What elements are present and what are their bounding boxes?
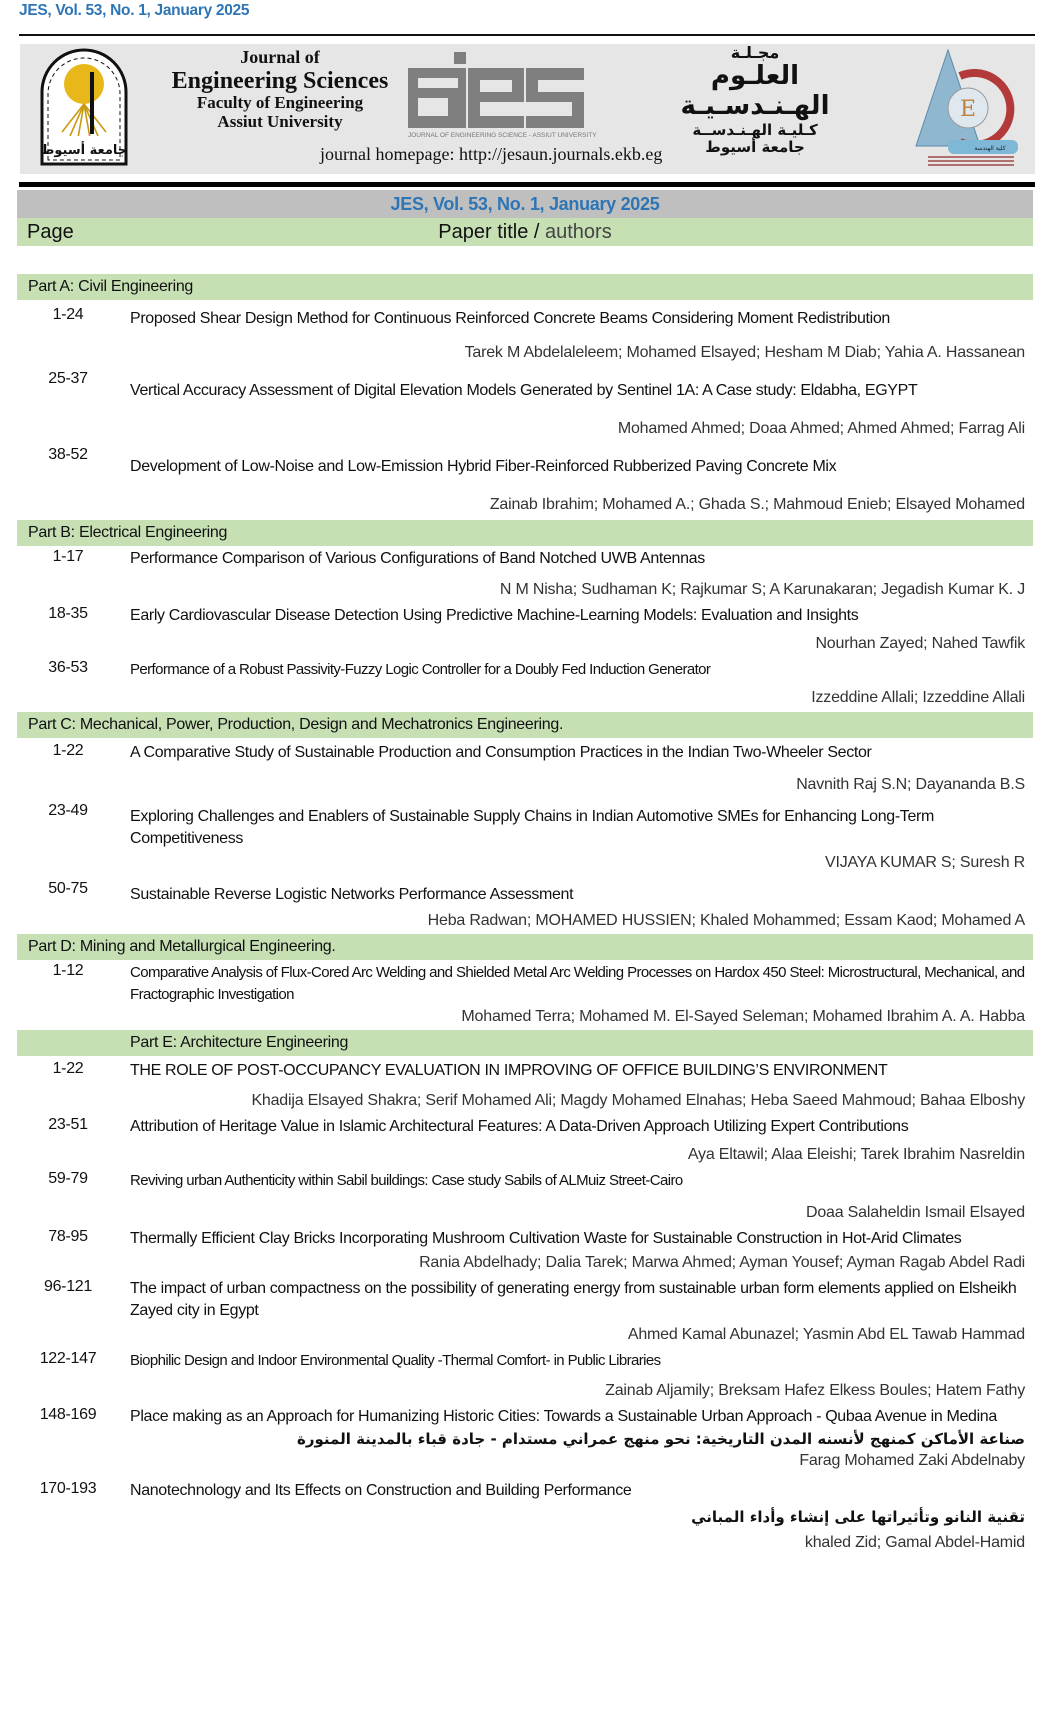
paper-title[interactable]: Development of Low-Noise and Low-Emission Hybrid Fiber-Reinforced Rubberized Paving Concrete Mix [130, 458, 837, 475]
journal-name-arabic [635, 44, 875, 157]
arabic-line3: كـليـة الهـنـدســة [692, 121, 818, 140]
part-c-header: Part C: Mechanical, Power, Production, Design and Mechatronics Engineering. [17, 712, 1033, 738]
faculty-of-engineering-logo [908, 46, 1028, 172]
column-header-title-text: Paper title / [438, 221, 545, 243]
paper-arabic-title: تقنية النانو وتأثيراتها على إنشاء وأداء المباني [691, 1508, 1025, 1526]
part-b-header: Part B: Electrical Engineering [17, 520, 1033, 546]
paper-authors: Khadija Elsayed Shakra; Serif Mohamed Ali; Magdy Mohamed Elnahas; Heba Saeed Mahmoud; Bahaa Elboshy [251, 1092, 1025, 1109]
paper-title[interactable]: Performance Comparison of Various Configurations of Band Notched UWB Antennas [130, 550, 705, 567]
paper-title[interactable]: Biophilic Design and Indoor Environmental Quality -Thermal Comfort- in Public Libraries [130, 1352, 661, 1369]
paper-title[interactable]: Comparative Analysis of Flux-Cored Arc Welding and Shielded Metal Arc Welding Processes on Hardox 450 Steel: Microstructural, Mechanical, and Fractographic Investigation [130, 964, 1025, 1003]
paper-entry[interactable] [17, 796, 1033, 874]
paper-authors: Mohamed Ahmed; Doaa Ahmed; Ahmed Ahmed; Farrag Ali [617, 420, 1025, 437]
column-header-authors: authors [545, 221, 612, 243]
paper-entry[interactable] [17, 1472, 1033, 1554]
paper-pages: 36-53 [48, 659, 88, 676]
paper-pages: 23-49 [48, 802, 88, 819]
journal-name-line2: Engineering Sciences [171, 67, 389, 94]
arabic-line4: جامعة أسيوط [705, 138, 805, 157]
paper-title[interactable]: A Comparative Study of Sustainable Production and Consumption Practices in the Indian Two-Wheeler Sector [130, 744, 872, 761]
paper-pages: 170-193 [39, 1480, 97, 1497]
paper-authors: Zainab Aljamily; Breksam Hafez Elkess Boules; Hatem Fathy [605, 1382, 1025, 1399]
jes-logo-mark [408, 52, 586, 132]
paper-title[interactable]: Thermally Efficient Clay Bricks Incorporating Mushroom Cultivation Waste for Sustainable Construction in Hot-Arid Climates [130, 1230, 962, 1247]
paper-authors: Aya Eltawil; Alaa Eleishi; Tarek Ibrahim Nasreldin [687, 1146, 1025, 1163]
paper-entry[interactable] [17, 1224, 1033, 1274]
paper-entry[interactable] [17, 1166, 1033, 1224]
paper-title[interactable]: Vertical Accuracy Assessment of Digital Elevation Models Generated by Sentinel 1A: A Case study: Eldabha, EGYPT [130, 382, 918, 399]
svg-text:E: E [959, 97, 977, 122]
paper-authors: Izzeddine Allali; Izzeddine Allali [811, 689, 1025, 706]
arabic-line1: مجـلـة [730, 43, 780, 62]
journal-name-line1: Journal of [240, 47, 320, 67]
paper-title[interactable]: Performance of a Robust Passivity-Fuzzy Logic Controller for a Doubly Fed Induction Generator [130, 661, 711, 678]
paper-pages: 1-12 [52, 962, 84, 979]
table-header [17, 218, 1033, 246]
paper-title[interactable]: Place making as an Approach for Humanizing Historic Cities: Towards a Sustainable Urban Approach - Qubaa Avenue in Medina [130, 1408, 997, 1425]
paper-authors: Ahmed Kamal Abunazel; Yasmin Abd EL Tawab Hammad [627, 1326, 1025, 1343]
paper-authors: Zainab Ibrahim; Mohamed A.; Ghada S.; Mahmoud Enieb; Elsayed Mohamed [489, 496, 1025, 513]
paper-entry[interactable] [17, 1274, 1033, 1346]
left-logo-text: جامعة أسيوط [40, 143, 128, 158]
paper-pages: 96-121 [43, 1278, 93, 1295]
header-rule [19, 182, 1035, 187]
paper-authors: khaled Zid; Gamal Abdel-Hamid [804, 1534, 1025, 1551]
jes-logo [408, 52, 597, 142]
university-name: Assiut University [217, 111, 343, 131]
paper-entry[interactable] [17, 1402, 1033, 1472]
paper-authors: Heba Radwan; MOHAMED HUSSIEN; Khaled Mohammed; Essam Kaod; Mohamed A [427, 912, 1025, 929]
right-logo-text: كلية الهندسة [974, 145, 1006, 152]
paper-entry[interactable] [17, 874, 1033, 932]
table-of-contents [17, 274, 1033, 1554]
paper-authors: Tarek M Abdelaleleem; Mohamed Elsayed; Hesham M Diab; Yahia A. Hassanean [464, 344, 1025, 361]
issue-title-band [17, 190, 1033, 218]
paper-entry[interactable] [17, 1112, 1033, 1166]
journal-banner [20, 44, 1035, 174]
column-header-title [17, 218, 1033, 246]
column-header-page: Page [27, 221, 74, 243]
paper-pages: 1-22 [52, 742, 84, 759]
paper-entry[interactable] [17, 1346, 1033, 1402]
paper-arabic-title: صناعة الأماكن كمنهج لأنسنه المدن التاريخية: نحو منهج عمراني مستدام - جادة قباء بالمدينة المنورة [297, 1430, 1025, 1448]
paper-entry[interactable] [17, 601, 1033, 655]
paper-entry[interactable] [17, 440, 1033, 516]
part-e-header: Part E: Architecture Engineering [17, 1030, 1033, 1056]
paper-pages: 50-75 [48, 880, 88, 897]
paper-title[interactable]: Exploring Challenges and Enablers of Sustainable Supply Chains in Indian Automotive SMEs for Enhancing Long-Term Competitiveness [130, 808, 934, 847]
faculty-name: Faculty of Engineering [196, 93, 364, 113]
paper-pages: 1-24 [52, 306, 84, 323]
paper-title[interactable]: The impact of urban compactness on the possibility of generating energy from sustainable urban form elements applied on Elsheikh Zayed city in Egypt [130, 1280, 1017, 1319]
paper-title[interactable]: Attribution of Heritage Value in Islamic Architectural Features: A Data-Driven Approach Utilizing Expert Contributions [130, 1118, 909, 1135]
paper-pages: 18-35 [48, 605, 88, 622]
assiut-university-logo [34, 48, 134, 166]
paper-title[interactable]: Reviving urban Authenticity within Sabil buildings: Case study Sabils of ALMuiz Street-Cairo [130, 1172, 683, 1189]
jes-logo-caption: JOURNAL OF ENGINEERING SCIENCE - ASSIUT UNIVERSITY [408, 132, 597, 139]
paper-entry[interactable] [17, 546, 1033, 601]
paper-pages: 78-95 [48, 1228, 88, 1245]
issue-title: JES, Vol. 53, No. 1, January 2025 [390, 194, 660, 214]
paper-authors: N M Nisha; Sudhaman K; Rajkumar S; A Karunakaran; Jegadish Kumar K. J [499, 581, 1025, 598]
paper-authors: Farag Mohamed Zaki Abdelnaby [799, 1452, 1025, 1469]
paper-authors: Nourhan Zayed; Nahed Tawfik [815, 635, 1025, 652]
paper-entry[interactable] [17, 1056, 1033, 1112]
paper-pages: 148-169 [39, 1406, 97, 1423]
paper-pages: 23-51 [48, 1116, 88, 1133]
paper-title[interactable]: THE ROLE OF POST-OCCUPANCY EVALUATION IN IMPROVING OF OFFICE BUILDING’S ENVIRONMENT [130, 1062, 888, 1079]
paper-entry[interactable] [17, 738, 1033, 796]
paper-title[interactable]: Sustainable Reverse Logistic Networks Performance Assessment [130, 886, 574, 903]
paper-title[interactable]: Early Cardiovascular Disease Detection Using Predictive Machine-Learning Models: Evaluation and Insights [130, 607, 859, 624]
running-head: JES, Vol. 53, No. 1, January 2025 [19, 2, 250, 19]
journal-homepage-link[interactable]: journal homepage: http://jesaun.journals.ekb.eg [320, 144, 663, 164]
journal-name-english [145, 48, 415, 132]
paper-pages: 1-17 [52, 548, 84, 565]
paper-entry[interactable] [17, 655, 1033, 709]
part-d-header: Part D: Mining and Metallurgical Engineering. [17, 934, 1033, 960]
paper-entry[interactable] [17, 364, 1033, 440]
paper-pages: 38-52 [48, 446, 88, 463]
paper-authors: Navnith Raj S.N; Dayananda B.S [796, 776, 1025, 793]
paper-pages: 122-147 [39, 1350, 97, 1367]
paper-authors: Doaa Salaheldin Ismail Elsayed [805, 1204, 1025, 1221]
paper-pages: 59-79 [48, 1170, 88, 1187]
paper-pages: 1-22 [52, 1060, 84, 1077]
part-a-header: Part A: Civil Engineering [17, 274, 1033, 300]
paper-entry[interactable] [17, 960, 1033, 1028]
paper-pages: 25-37 [48, 370, 88, 387]
paper-title[interactable]: Proposed Shear Design Method for Continuous Reinforced Concrete Beams Considering Moment Redistribution [130, 310, 890, 327]
arabic-line2: العلـوم الهـنـدسـيـة [680, 61, 830, 122]
paper-authors: Rania Abdelhady; Dalia Tarek; Marwa Ahmed; Ayman Yousef; Ayman Ragab Abdel Radi [419, 1254, 1025, 1271]
top-rule [19, 34, 1035, 36]
paper-authors: VIJAYA KUMAR S; Suresh R [824, 854, 1025, 871]
paper-title[interactable]: Nanotechnology and Its Effects on Construction and Building Performance [130, 1482, 632, 1499]
paper-entry[interactable] [17, 300, 1033, 364]
paper-authors: Mohamed Terra; Mohamed M. El-Sayed Seleman; Mohamed Ibrahim A. A. Habba [461, 1008, 1025, 1025]
